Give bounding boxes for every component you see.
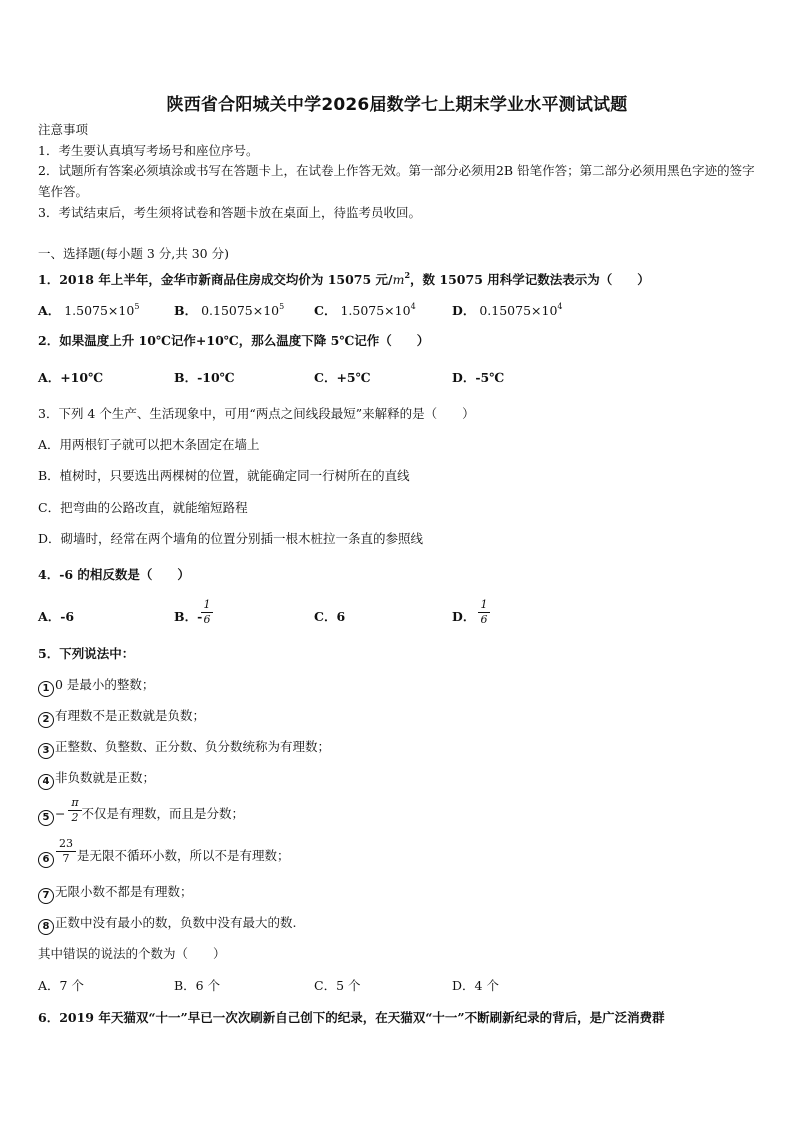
- q1-option-a: [38, 303, 139, 319]
- statement-text: 正数中没有最小的数，负数中没有最大的数.: [55, 915, 297, 930]
- unit-m: m: [392, 272, 405, 287]
- page-title: 陕西省合阳城关中学2026届数学七上期末学业水平测试试题: [166, 95, 628, 115]
- section-heading: 一、选择题(每小题 3 分,共 30 分): [38, 246, 229, 261]
- q5-option-b: B．6 个: [174, 978, 221, 993]
- question-4-stem: 4．-6 的相反数是（ ）: [38, 567, 190, 582]
- fraction-denominator: 6: [480, 613, 488, 626]
- statement-text: 有理数不是正数就是负数；: [55, 708, 206, 723]
- statement-text: 无限小数不都是有理数；: [55, 884, 193, 899]
- q5-question: 其中错误的说法的个数为（ ）: [38, 946, 226, 961]
- circled-number-icon: 8: [38, 919, 54, 935]
- q5-statement-1: [38, 677, 154, 697]
- q3-option-d: D．砌墙时，经常在两个墙角的位置分别插一根木桩拉一条直的参照线: [38, 531, 424, 546]
- q5-statement-7: [38, 884, 193, 904]
- circled-number-icon: 7: [38, 888, 54, 904]
- q4-option-a: A．-6: [38, 609, 75, 624]
- q3-option-b: B．植树时，只要选出两棵树的位置，就能确定同一行树所在的直线: [38, 468, 410, 483]
- question-1-stem: [38, 272, 650, 288]
- fraction-numerator: π: [71, 796, 79, 809]
- circled-number-icon: 2: [38, 712, 54, 728]
- q5-option-d: D．4 个: [452, 978, 499, 993]
- option-exp: 4: [557, 302, 563, 311]
- question-6-stem: 6．2019 年天猫双“十一”早已一次次刷新自己创下的纪录，在天猫双“十一”不断刷新纪录的背后，是广泛消费群: [38, 1010, 665, 1025]
- minus-sign: −: [55, 806, 66, 821]
- circled-number-icon: 5: [38, 810, 54, 826]
- option-label: B．: [174, 303, 198, 318]
- question-3-stem: 3．下列 4 个生产、生活现象中，可用“两点之间线段最短”来解释的是（ ）: [38, 406, 475, 421]
- q2-option-b: B．-10℃: [174, 370, 235, 385]
- statement-text: 0 是最小的整数；: [55, 677, 155, 692]
- q5-statement-6-fraction: [56, 838, 76, 865]
- circled-number-icon: 1: [38, 681, 54, 697]
- question-1-stem-text: 1．2018 年上半年，金华市新商品住房成交均价为 15075 元/: [38, 272, 393, 287]
- unit-exp: 2: [404, 270, 411, 280]
- q4-option-d-label: D．: [452, 609, 476, 624]
- q1-option-c: [314, 303, 416, 319]
- statement-text: 不仅是有理数，而且是分数；: [81, 806, 244, 821]
- q1-option-b: [174, 303, 284, 319]
- q3-option-c: C．把弯曲的公路改直，就能缩短路程: [38, 500, 248, 515]
- question-5-stem: 5．下列说法中：: [38, 646, 135, 661]
- fraction-denominator: 2: [71, 811, 79, 824]
- notice-item-1: 1．考生要认真填写考场号和座位序号。: [38, 143, 259, 158]
- fraction-denominator: 6: [203, 613, 211, 626]
- option-value: 1.5075×10: [340, 303, 411, 318]
- q5-option-c: C．5 个: [314, 978, 361, 993]
- fraction-numerator: 23: [59, 837, 73, 850]
- option-label: D．: [452, 303, 476, 318]
- option-exp: 5: [279, 302, 285, 311]
- option-exp: 5: [134, 302, 140, 311]
- circled-number-icon: 4: [38, 774, 54, 790]
- q3-option-a: A．用两根钉子就可以把木条固定在墙上: [38, 437, 260, 452]
- question-1-stem-tail: ，数 15075 用科学记数法表示为（ ）: [410, 272, 650, 287]
- q4-option-d-fraction: [478, 599, 490, 626]
- q5-statement-2: [38, 708, 205, 728]
- option-exp: 4: [410, 302, 416, 311]
- q4-option-b-label: B．-: [174, 609, 203, 624]
- circled-number-icon: 3: [38, 743, 54, 759]
- q4-option-b-fraction: [201, 599, 213, 626]
- option-label: C．: [314, 303, 337, 318]
- statement-text: 非负数就是正数；: [55, 770, 156, 785]
- statement-text: 正整数、负整数、正分数、负分数统称为有理数；: [55, 739, 331, 754]
- q2-option-a: A．+10℃: [38, 370, 104, 385]
- option-value: 0.15075×10: [201, 303, 280, 318]
- q5-statement-5-fraction: [68, 797, 82, 824]
- question-2-stem: 2．如果温度上升 10℃记作+10℃，那么温度下降 5℃记作（ ）: [38, 333, 430, 348]
- option-value: 1.5075×10: [64, 303, 135, 318]
- option-value: 0.15075×10: [479, 303, 558, 318]
- fraction-numerator: 1: [480, 598, 488, 611]
- notice-item-3: 3．考试结束后，考生须将试卷和答题卡放在桌面上，待监考员收回。: [38, 205, 421, 220]
- q2-option-c: C．+5℃: [314, 370, 371, 385]
- statement-text: 是无限不循环小数，所以不是有理数；: [77, 848, 290, 863]
- circled-number-icon: 6: [38, 852, 54, 868]
- q5-statement-3: [38, 739, 330, 759]
- notice-heading: 注意事项: [38, 122, 89, 137]
- fraction-denominator: 7: [62, 852, 70, 865]
- q5-statement-8: [38, 915, 296, 935]
- fraction-numerator: 1: [203, 598, 211, 611]
- q2-option-d: D．-5℃: [452, 370, 505, 385]
- q5-statement-4: [38, 770, 155, 790]
- q1-option-d: [452, 303, 563, 319]
- q4-option-c: C．6: [314, 609, 346, 624]
- q5-option-a: A．7 个: [38, 978, 84, 993]
- option-label: A．: [38, 303, 61, 318]
- notice-item-2: 2．试题所有答案必须填涂或书写在答题卡上，在试卷上作答无效。第一部分必须用2B 铅笔作答；第二部分必须用黑色字迹的签字笔作答。: [38, 163, 755, 199]
